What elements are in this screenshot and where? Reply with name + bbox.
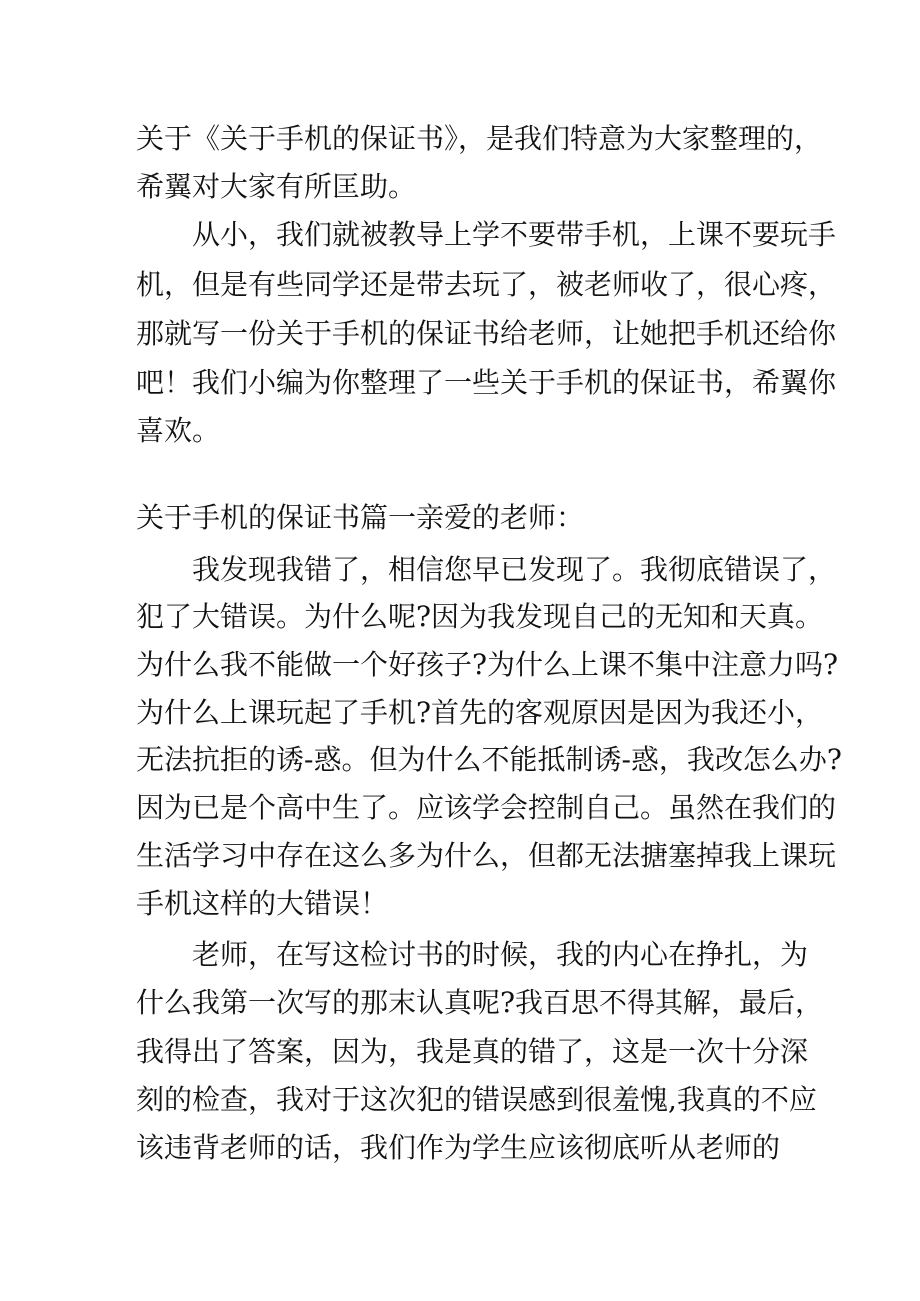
body-line: 因为已是个高中生了。应该学会控制自己。虽然在我们的 — [136, 791, 837, 824]
body-line: 我得出了答案，因为，我是真的错了，这是一次十分深 — [136, 1035, 809, 1068]
intro-line: 从小，我们就被教导上学不要带手机，上课不要玩手 — [136, 218, 837, 251]
body-line: 生活学习中存在这么多为什么，但都无法搪塞掉我上课玩 — [136, 839, 837, 872]
body-line: 犯了大错误。为什么呢?因为我发现自己的无知和天真。 — [136, 600, 824, 633]
section-heading: 关于手机的保证书篇一亲爱的老师： — [136, 501, 585, 534]
body-line: 为什么我不能做一个好孩子?为什么上课不集中注意力吗? — [136, 648, 839, 681]
body-line: 该违背老师的话，我们作为学生应该彻底听从老师的 — [136, 1131, 781, 1164]
intro-line: 希翼对大家有所匡助。 — [136, 170, 417, 203]
intro-line: 喜欢。 — [136, 414, 221, 447]
body-line: 为什么上课玩起了手机?首先的客观原因是因为我还小， — [136, 696, 824, 729]
body-line: 什么我第一次写的那末认真呢?我百思不得其解，最后， — [136, 986, 824, 1019]
body-line: 手机这样的大错误！ — [136, 887, 389, 920]
body-line: 老师，在写这检讨书的时候，我的内心在挣扎，为 — [136, 938, 809, 971]
intro-line: 那就写一份关于手机的保证书给老师，让她把手机还给你 — [136, 317, 837, 350]
body-line: 我发现我错了，相信您早已发现了。我彻底错误了， — [136, 553, 837, 586]
body-line: 无法抗拒的诱-惑。但为什么不能抵制诱-惑，我改怎么办? — [136, 743, 842, 776]
intro-line: 关于《关于手机的保证书》，是我们特意为大家整理的， — [136, 122, 823, 155]
intro-line: 吧！我们小编为你整理了一些关于手机的保证书，希翼你 — [136, 366, 837, 399]
body-line: 刻的检查，我对于这次犯的错误感到很羞愧,我真的不应 — [136, 1083, 817, 1116]
intro-line: 机，但是有些同学还是带去玩了，被老师收了，很心疼， — [136, 268, 837, 301]
